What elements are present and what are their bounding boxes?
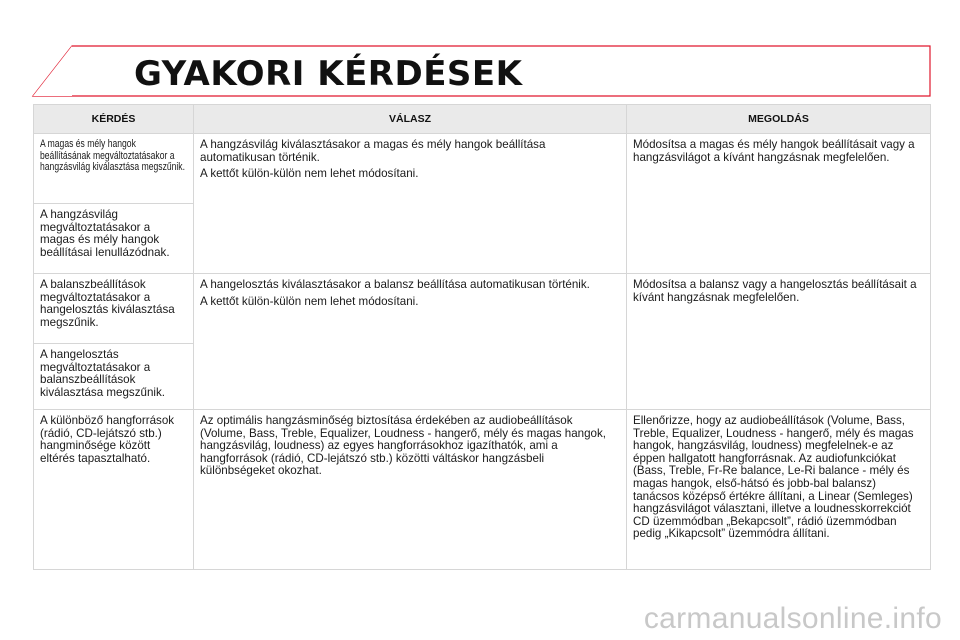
question-cell bbox=[34, 410, 194, 570]
answer-text: A kettőt külön-külön nem lehet módosítani. bbox=[200, 294, 419, 308]
table-row bbox=[34, 410, 931, 570]
table-row bbox=[34, 274, 931, 344]
solution-cell bbox=[627, 134, 931, 274]
solution-text: Módosítsa a magas és mély hangok beállításait vagy a hangzásvilágot a kívánt hangzásnak megfelelően. bbox=[633, 138, 915, 164]
solution-text: Ellenőrizze, hogy az audiobeállítások (Volume, Bass, Treble, Equalizer, Loudness - hangerő, mély és magas hangok, hangzásvilág, loudness) megfelelnek-e az éppen hallgatott hangforrásnak. Az audiofunkciókat (Bass, Treble, Fr-Re balance, Le-Ri balance - mély és magas hangok, első-hátsó és jobb-bal balansz) tanácsos középső értékre állítani, a Linear (Semleges) hangzásvilágot választani, illetve a loudnesskorrekciót CD üzemmódban „Bekapcsolt”, rádió üzemmódban pedig „Kikapcsolt” üzemmódra állítani. bbox=[633, 414, 914, 541]
header-question: KÉRDÉS bbox=[34, 105, 194, 134]
faq-table bbox=[33, 104, 931, 570]
question-cell bbox=[34, 274, 194, 344]
answer-text: A hangelosztás kiválasztásakor a balansz beállítása automatikusan történik. bbox=[200, 278, 590, 291]
solution-text: Módosítsa a balansz vagy a hangelosztás beállításait a kívánt hangzásnak megfelelően. bbox=[633, 278, 917, 304]
question-text: A balanszbeállítások megváltoztatásakor a hangelosztás kiválasztása megszűnik. bbox=[40, 278, 175, 329]
question-text: A magas és mély hangok beállításának megváltoztatásakor a hangzásvilág kiválasztása megszűnik. bbox=[40, 138, 185, 173]
answer-cell bbox=[194, 410, 627, 570]
answer-text: A kettőt külön-külön nem lehet módosítani. bbox=[200, 167, 419, 181]
answer-text: Az optimális hangzásminőség biztosítása érdekében az audiobeállítások (Volume, Bass, Treble, Equalizer, Loudness - hangerő, mély és magas hangok, hangzásvilág, loudness) az egyes hangforrásokhoz igazíthatók, ami a hangforrások (rádió, CD-lejátszó stb.) közötti váltáskor hangzásbeli különbségeket okozhat. bbox=[200, 414, 607, 478]
question-text: A hangelosztás megváltoztatásakor a balanszbeállítások kiválasztása megszűnik. bbox=[40, 348, 166, 399]
table-row bbox=[34, 134, 931, 204]
question-cell bbox=[34, 134, 194, 204]
question-text: A hangzásvilág megváltoztatásakor a magas és mély hangok beállításai lenullázódnak. bbox=[40, 208, 170, 259]
header-answer: VÁLASZ bbox=[194, 105, 627, 134]
solution-cell bbox=[627, 274, 931, 410]
header-solution: MEGOLDÁS bbox=[627, 105, 931, 134]
watermark: carmanualsonline.info bbox=[643, 602, 942, 635]
table-header-row bbox=[34, 105, 931, 134]
answer-text: A hangzásvilág kiválasztásakor a magas és mély hangok beállítása automatikusan történik. bbox=[200, 138, 546, 164]
page-title: GYAKORI KÉRDÉSEK bbox=[134, 54, 523, 94]
question-text: A különböző hangforrások (rádió, CD-lejátszó stb.) hangminősége között eltérés tapasztalható. bbox=[40, 414, 175, 465]
question-cell bbox=[34, 204, 194, 274]
answer-cell bbox=[194, 274, 627, 410]
solution-cell bbox=[627, 410, 931, 570]
answer-cell bbox=[194, 134, 627, 274]
question-cell bbox=[34, 344, 194, 410]
